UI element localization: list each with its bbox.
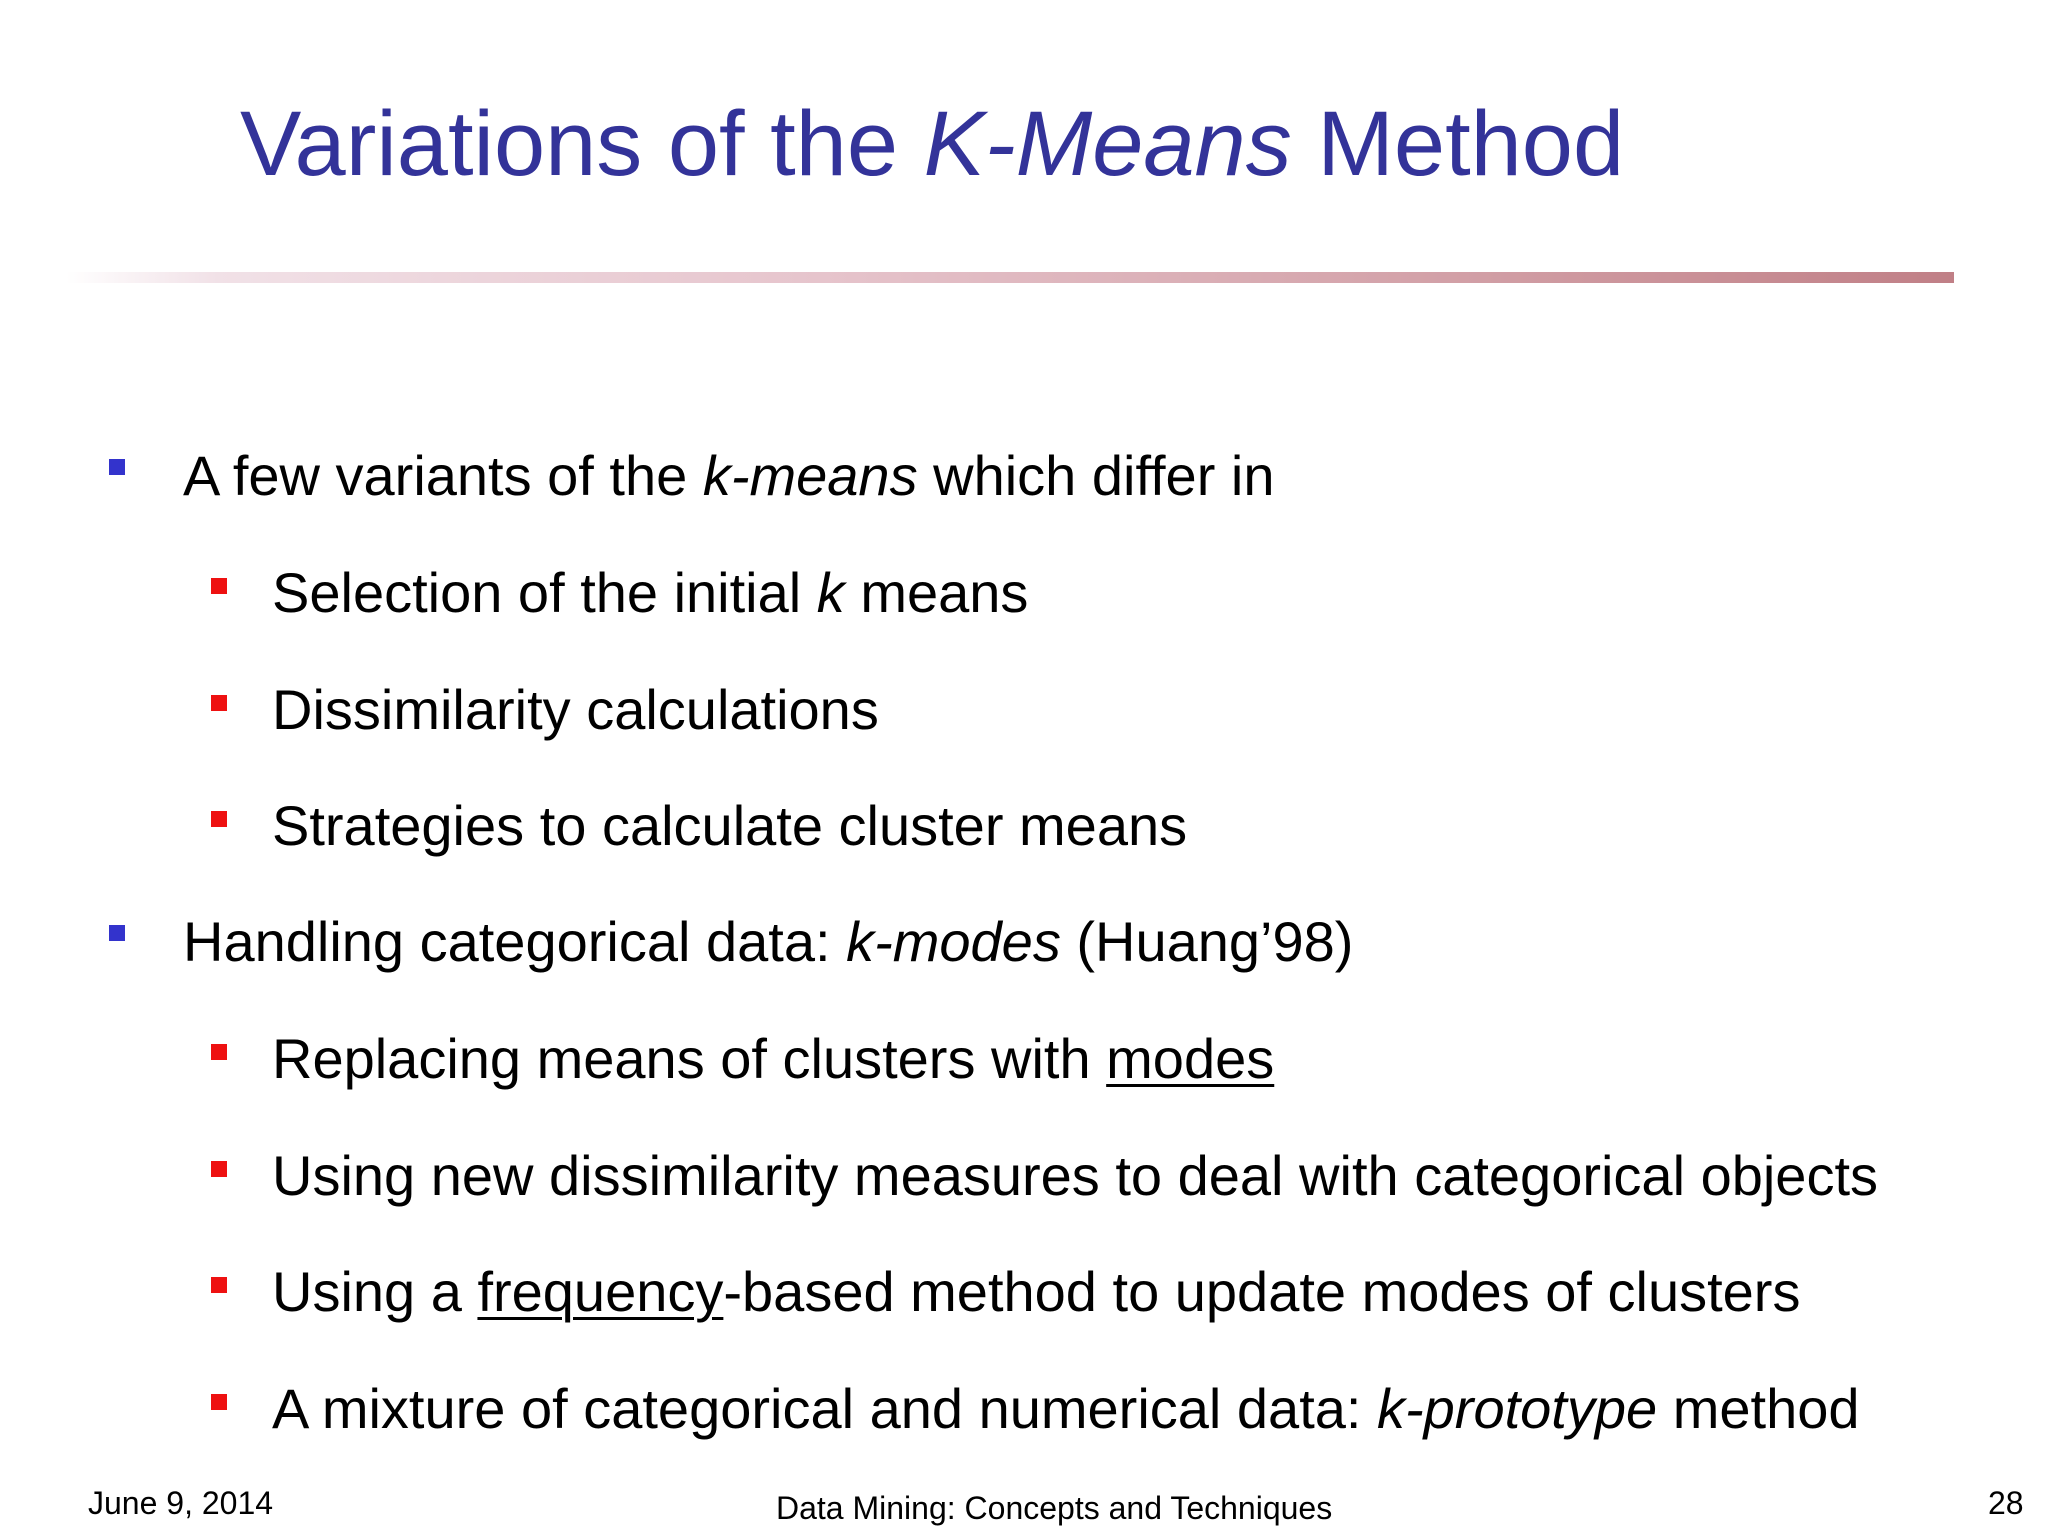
bullet-item (183, 910, 1354, 973)
title-text-pre: Variations of the (240, 93, 924, 195)
bullet-emphasis: k-prototype (1377, 1377, 1658, 1440)
bullet-square-icon (211, 1394, 227, 1410)
bullet-text: Strategies to calculate cluster means (272, 794, 1188, 857)
footer-date: June 9, 2014 (88, 1485, 274, 1521)
bullet-square-icon (211, 1161, 227, 1177)
bullet-square-icon (109, 925, 125, 941)
bullet-item (272, 1144, 1879, 1207)
bullet-text: Using a (272, 1260, 478, 1323)
bullet-text: (Huang’98) (1060, 910, 1354, 973)
bullet-square-icon (211, 578, 227, 594)
bullet-item (183, 444, 1275, 507)
bullet-text: Replacing means of clusters with (272, 1027, 1107, 1090)
bullet-text: which differ in (917, 444, 1275, 507)
bullet-text: Using new dissimilarity measures to deal with categorical objects (272, 1144, 1879, 1207)
bullet-square-icon (211, 811, 227, 827)
bullet-underline: modes (1106, 1027, 1275, 1090)
bullet-square-icon (109, 459, 125, 475)
bullet-underline: frequency (477, 1260, 724, 1323)
bullet-text: A mixture of categorical and numerical data: (272, 1377, 1378, 1440)
bullet-text: -based method to update modes of clusters (723, 1260, 1801, 1323)
bullet-item (272, 794, 1188, 857)
bullet-emphasis: k-means (702, 444, 918, 507)
bullet-text: means (844, 561, 1029, 624)
bullet-item (272, 1260, 1801, 1323)
bullet-item (272, 561, 1029, 624)
bullet-square-icon (211, 695, 227, 711)
page-number: 28 (1988, 1485, 2024, 1521)
bullet-emphasis: k-modes (846, 910, 1061, 973)
bullet-text: A few variants of the (183, 444, 703, 507)
bullet-text: Selection of the initial (272, 561, 817, 624)
bullet-emphasis: k (816, 561, 845, 624)
bullet-text: Handling categorical data: (183, 910, 847, 973)
title-text-emphasis: K-Means (923, 93, 1292, 195)
footer-title: Data Mining: Concepts and Techniques (776, 1490, 1333, 1526)
title-text-post: Method (1291, 93, 1625, 195)
bullet-item (272, 1027, 1275, 1090)
bullet-square-icon (211, 1044, 227, 1060)
bullet-square-icon (211, 1277, 227, 1293)
bullet-text: method (1657, 1377, 1860, 1440)
bullet-item (272, 1377, 1860, 1440)
bullet-text: Dissimilarity calculations (272, 678, 879, 741)
bullet-item (272, 678, 879, 741)
